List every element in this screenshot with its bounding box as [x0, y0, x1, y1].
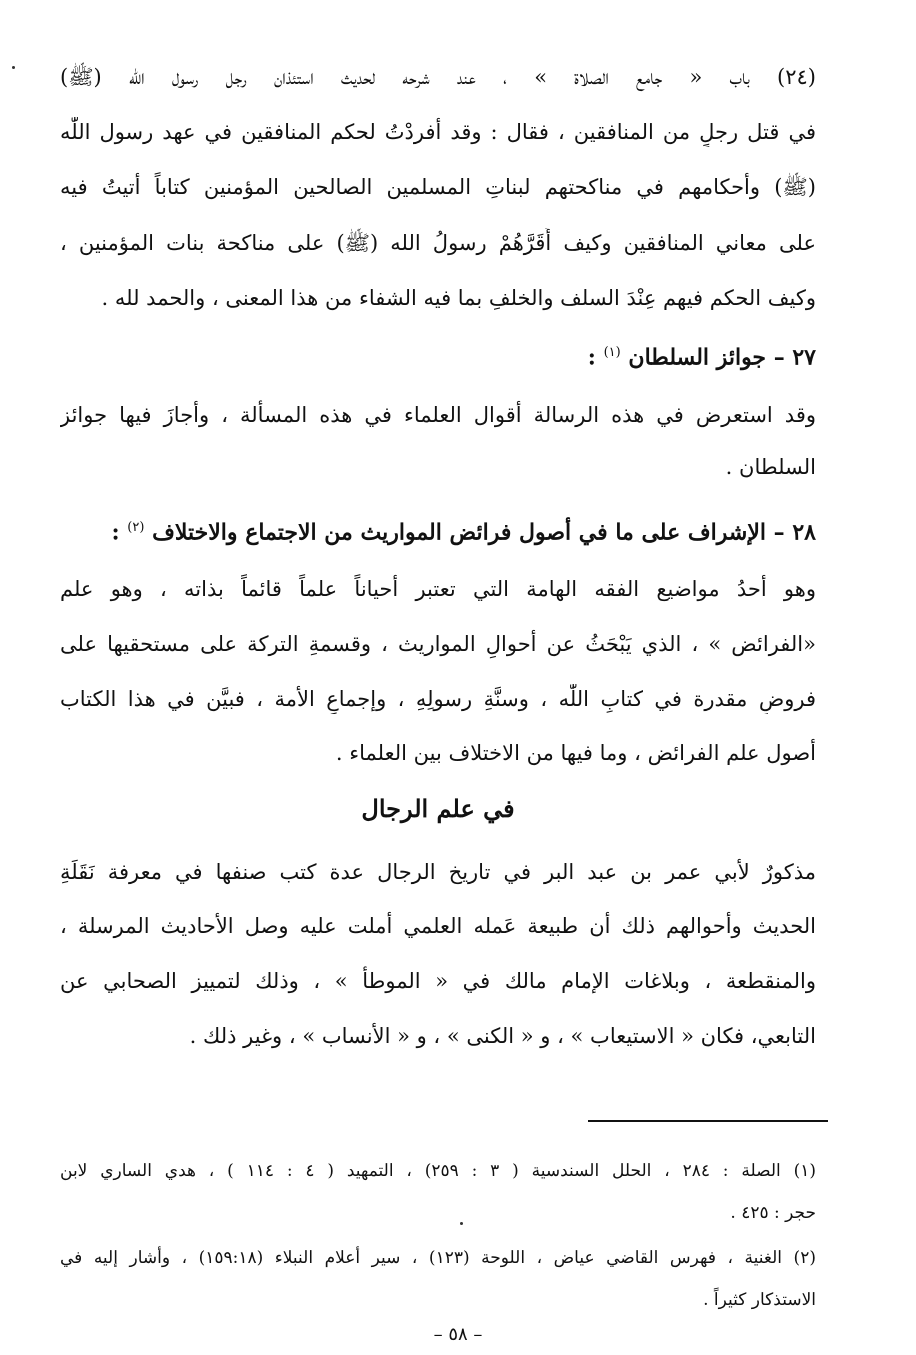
item-27-heading-line	[60, 338, 816, 372]
footnote-1-line-1: (١) الصلة : ٢٨٤ ، الحلل السندسية ( ٣ : ٢٥٩) ، التمهيد ( ٤ : ١١٤ ) ، هدي الساري لابن	[60, 1161, 816, 1181]
section-title: في علم الرجال	[361, 794, 515, 823]
item-27-heading: ٢٧ – جوائز السلطان	[628, 344, 816, 371]
item-28-heading: ٢٨ – الإشراف على ما في أصول فرائض المواريث من الاجتماع والاختلاف	[152, 519, 816, 546]
body-line-3: (ﷺ) وأحكامهم في مناكحتهم لبناتِ المسلمين الصالحين المؤمنين كتاباً أتيتُ فيه	[60, 175, 816, 199]
rijal-line-3: والمنقطعة ، وبلاغات الإمام مالك في « الموطأ » ، وذلك لتمييز الصحابي عن	[60, 969, 816, 993]
item-28-line-4: أصول علم الفرائض ، وما فيها من الاختلاف بين العلماء .	[335, 741, 816, 765]
body-line-5: وكيف الحكم فيهم عِنْدَ السلف والخلفِ بما فيه الشفاء من هذا المعنى ، والحمد لله .	[101, 286, 816, 310]
item-27-colon: :	[587, 344, 596, 371]
item-28-line-3: فروضٍ مقدرة في كتابِ اللّٰه ، وسنَّةِ رسولِهِ ، وإجماعِ الأمة ، فبيَّن في هذا الكتاب	[60, 687, 816, 711]
page-number: – ٥٨ –	[433, 1324, 483, 1345]
footnote-1-line-2: حجر : ٤٢٥ .	[730, 1203, 816, 1223]
rijal-line-1: مذكورٌ لأبي عمر بن عبد البر في تاريخ الرجال عدة كتب صنفها في معرفة نَقَلَةِ	[60, 860, 816, 884]
scan-speck	[460, 1222, 463, 1225]
footnote-2-line-1: (٢) الغنية ، فهرس القاضي عياض ، اللوحة (١٢٣) ، سير أعلام النبلاء (١٥٩:١٨) ، وأشار إليه في	[60, 1248, 816, 1268]
item-28-colon: :	[111, 519, 120, 546]
footnote-ref-1: (١)	[603, 345, 621, 360]
body-line-2: في قتل رجلٍ من المنافقين ، فقال : وقد أفردْتُ لحكم المنافقين في عهد رسول اللّٰه	[60, 120, 816, 144]
rijal-line-4: التابعي، فكان « الاستيعاب » ، و « الكنى » ، و « الأنساب » ، وغير ذلك .	[189, 1024, 816, 1048]
footnote-2-line-2: الاستذكار كثيراً .	[703, 1290, 816, 1310]
footnote-ref-2: (٢)	[127, 520, 145, 535]
rijal-line-2: الحديث وأحوالهم ذلك أن طبيعة عَمله العلمي أملت عليه وصل الأحاديث المرسلة ،	[60, 914, 816, 938]
item-27-line-1: وقد استعرض في هذه الرسالة أقوال العلماء في هذه المسألة ، وأجازَ فيها جوائز	[60, 403, 816, 427]
item-28-heading-line	[60, 513, 816, 547]
body-line-4: على معاني المنافقين وكيف أَقَرَّهُمْ رسولُ الله (ﷺ) على مناكحة بنات المؤمنين ،	[60, 231, 816, 255]
scan-speck	[12, 66, 15, 69]
footnote-separator	[588, 1120, 828, 1122]
body-line-1: (٢٤) باب « جامع الصلاة » ، عند شرحه لحديث استئذان رجل رسول اللّٰه (ﷺ)	[60, 65, 816, 89]
item-28-line-2: «الفرائض » ، الذي يَبْحَثُ عن أحوالِ المواريث ، وقسمةِ التركة على مستحقيها على	[60, 632, 816, 656]
item-28-line-1: وهو أحدُ مواضيع الفقه الهامة التي تعتبر أحياناً علماً قائماً بذاته ، وهو علم	[60, 577, 816, 601]
item-27-line-2: السلطان .	[725, 455, 816, 479]
